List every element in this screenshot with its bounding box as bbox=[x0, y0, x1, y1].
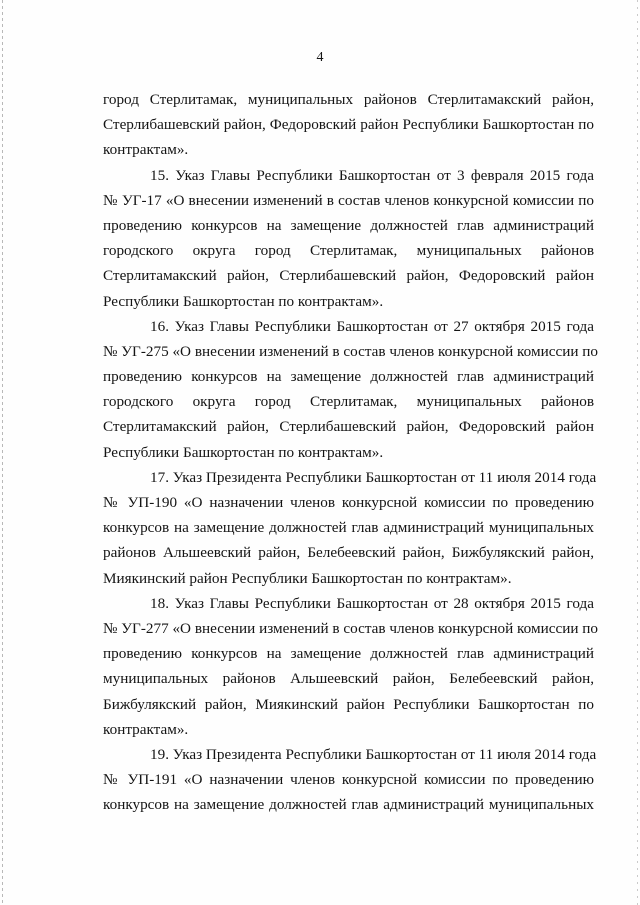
text-line: городского округа город Стерлитамак, муниципальных районов bbox=[103, 242, 594, 260]
text-line: районов Альшеевский район, Белебеевский район, Бижбулякский район, bbox=[103, 544, 594, 562]
text-line: 16. Указ Главы Республики Башкортостан от 27 октября 2015 года bbox=[150, 317, 594, 335]
text-line: № УП-190 «О назначении членов конкурсной комиссии по проведению bbox=[103, 494, 594, 511]
text-line: муниципальных районов Альшеевский район, Белебеевский район, bbox=[103, 670, 594, 688]
text-line: город Стерлитамак, муниципальных районов Стерлитамакский район, bbox=[103, 91, 594, 108]
text-line: городского округа город Стерлитамак, муниципальных районов bbox=[103, 393, 594, 411]
text-line: Республики Башкортостан по контрактам». bbox=[103, 292, 384, 310]
text-line: Стерлитамакский район, Стерлибашевский район, Федоровский район bbox=[103, 418, 594, 436]
scan-edge-left bbox=[2, 0, 3, 905]
text-line: Стерлибашевский район, Федоровский район Республики Башкортостан по bbox=[103, 116, 594, 134]
page-number: 4 bbox=[316, 50, 324, 65]
text-line: Стерлитамакский район, Стерлибашевский район, Федоровский район bbox=[103, 267, 594, 285]
scan-edge-right bbox=[637, 0, 638, 905]
text-line: № УГ-275 «О внесении изменений в состав членов конкурсной комиссии по bbox=[103, 342, 598, 360]
text-line: конкурсов на замещение должностей глав администраций муниципальных bbox=[103, 796, 594, 814]
text-line: 15. Указ Главы Республики Башкортостан от 3 февраля 2015 года bbox=[150, 166, 594, 184]
text-line: конкурсов на замещение должностей глав администраций муниципальных bbox=[103, 519, 594, 537]
text-line: проведению конкурсов на замещение должностей глав администраций bbox=[103, 216, 594, 234]
text-line: проведению конкурсов на замещение должностей глав администраций bbox=[103, 368, 594, 386]
text-line: контрактам». bbox=[103, 720, 189, 738]
text-line: 18. Указ Главы Республики Башкортостан от 28 октября 2015 года bbox=[150, 594, 594, 612]
text-line: 19. Указ Президента Республики Башкортостан от 11 июля 2014 года bbox=[150, 745, 597, 763]
text-line: № УГ-277 «О внесении изменений в состав членов конкурсной комиссии по bbox=[103, 619, 598, 637]
text-line: Миякинский район Республики Башкортостан по контрактам». bbox=[103, 569, 512, 587]
text-line: 17. Указ Президента Республики Башкортостан от 11 июля 2014 года bbox=[150, 468, 597, 486]
text-line: № УП-191 «О назначении членов конкурсной комиссии по проведению bbox=[103, 771, 594, 789]
text-line: Республики Башкортостан по контрактам». bbox=[103, 443, 384, 461]
text-line: № УГ-17 «О внесении изменений в состав членов конкурсной комиссии по bbox=[103, 191, 594, 209]
text-line: контрактам». bbox=[103, 141, 189, 159]
text-line: проведению конкурсов на замещение должностей глав администраций bbox=[103, 645, 594, 663]
text-line: Бижбулякский район, Миякинский район Республики Башкортостан по bbox=[103, 695, 594, 713]
body-text bbox=[103, 87, 598, 817]
